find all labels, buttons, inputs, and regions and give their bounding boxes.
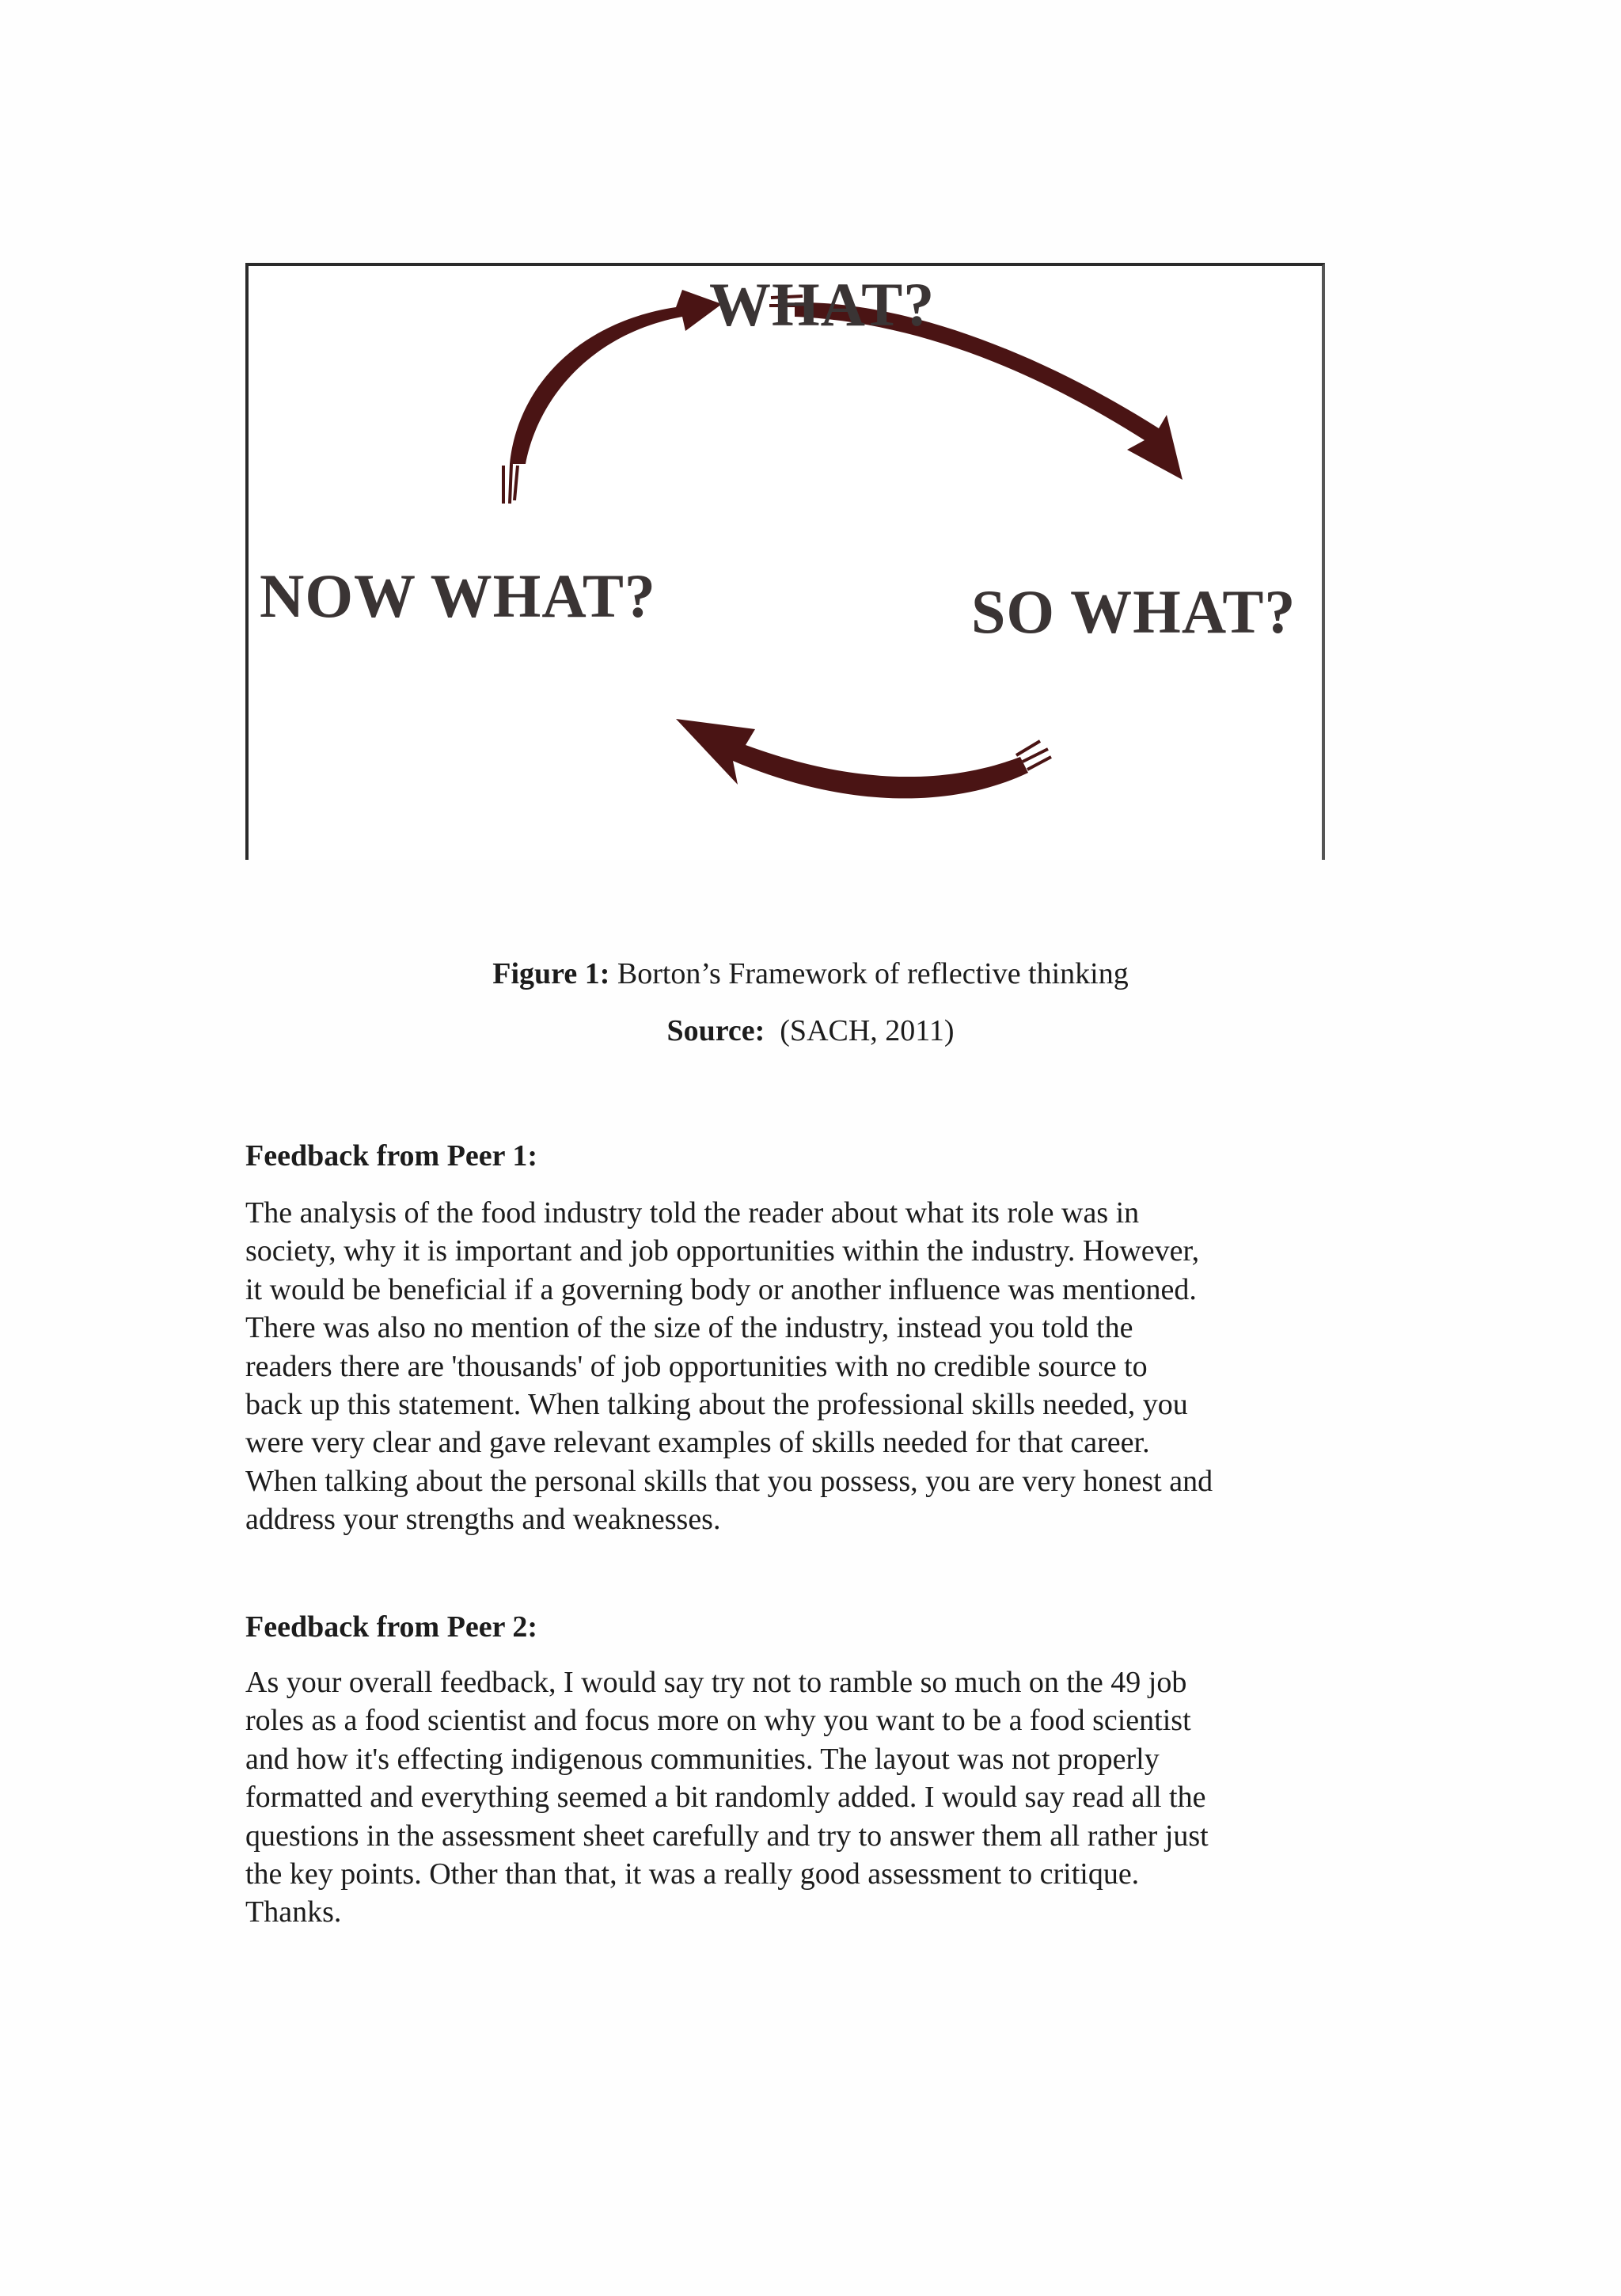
figure-caption-text: Borton’s Framework of reflective thinking xyxy=(617,957,1129,990)
arrow-so-to-now xyxy=(676,719,1028,798)
peer1-line: were very clear and gave relevant examples of skills needed for that career. xyxy=(245,1426,1150,1460)
peer2-line: and how it's effecting indigenous communities. The layout was not properly xyxy=(245,1742,1160,1776)
peer1-line: back up this statement. When talking about the professional skills needed, you xyxy=(245,1388,1188,1422)
figure-source-label: Source: xyxy=(666,1014,765,1047)
peer1-line: readers there are 'thousands' of job opportunities with no credible source to xyxy=(245,1349,1148,1383)
figure-caption-label: Figure 1: xyxy=(492,957,610,990)
peer2-line: the key points. Other than that, it was a really good assessment to critique. xyxy=(245,1857,1140,1891)
peer1-line: it would be beneficial if a governing body or another influence was mentioned. xyxy=(245,1272,1197,1306)
peer1-line: The analysis of the food industry told the reader about what its role was in xyxy=(245,1196,1140,1230)
peer2-heading: Feedback from Peer 2: xyxy=(245,1610,537,1644)
peer2-line: questions in the assessment sheet carefully and try to answer them all rather just xyxy=(245,1819,1209,1853)
label-so-what: SO WHAT? xyxy=(971,577,1296,646)
peer2-line: As your overall feedback, I would say try not to ramble so much on the 49 job xyxy=(245,1666,1187,1699)
arrow-tail-left xyxy=(503,464,518,504)
peer1-line: address your strengths and weaknesses. xyxy=(245,1503,721,1537)
peer1-line: There was also no mention of the size of the industry, instead you told the xyxy=(245,1311,1133,1345)
peer2-paragraph xyxy=(245,1663,1385,1932)
reflective-cycle-diagram xyxy=(245,263,1325,860)
label-now-what: NOW WHAT? xyxy=(260,561,656,630)
peer2-line: Thanks. xyxy=(245,1895,342,1929)
peer1-line: society, why it is important and job opportunities within the industry. However, xyxy=(245,1234,1200,1268)
peer1-line: When talking about the personal skills that you possess, you are very honest and xyxy=(245,1464,1213,1498)
peer2-line: formatted and everything seemed a bit randomly added. I would say read all the xyxy=(245,1781,1206,1815)
figure-source-text: (SACH, 2011) xyxy=(780,1014,955,1047)
peer2-line: roles as a food scientist and focus more on why you want to be a food scientist xyxy=(245,1704,1191,1738)
label-what: WHAT? xyxy=(709,270,936,339)
peer1-paragraph xyxy=(245,1194,1385,1539)
peer1-heading: Feedback from Peer 1: xyxy=(245,1139,537,1173)
figure-source xyxy=(0,1012,1621,1050)
arrow-now-to-what xyxy=(510,290,722,464)
figure-caption xyxy=(0,955,1621,993)
